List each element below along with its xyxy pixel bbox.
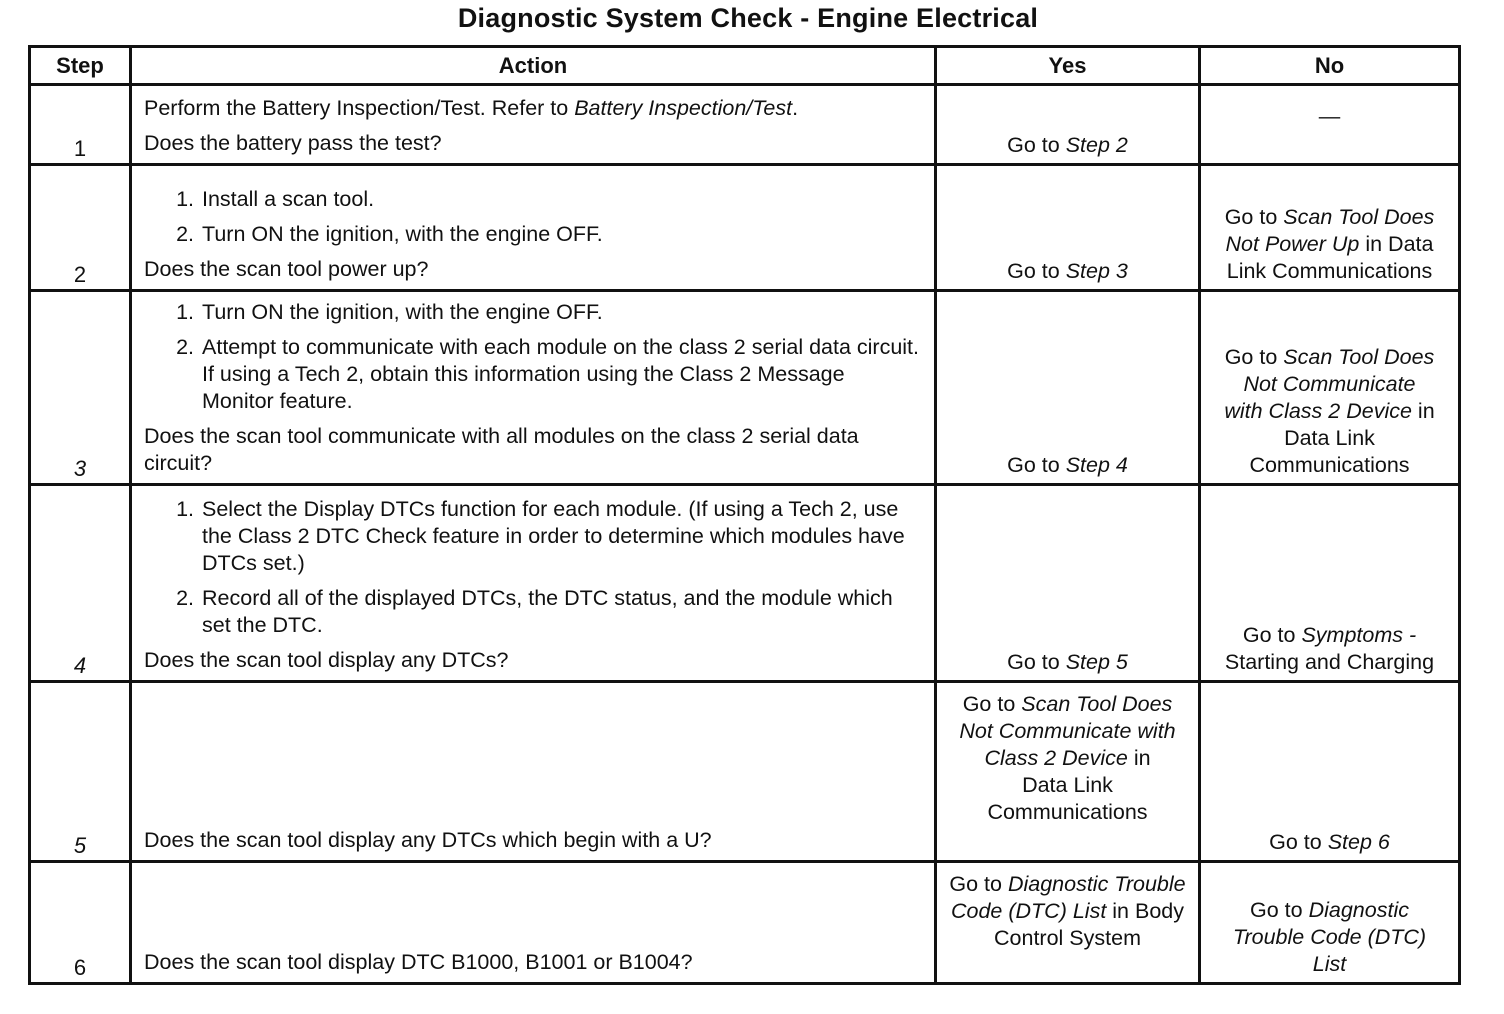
action-steps bbox=[144, 186, 922, 248]
yes-cell: Go to Diagnostic Trouble Code (DTC) List in Body Control System bbox=[936, 862, 1200, 984]
no-reference: Diagnostic Trouble Code (DTC) List bbox=[1232, 898, 1427, 976]
page-title: Diagnostic System Check - Engine Electrical bbox=[457, 3, 1039, 33]
header-action: Action bbox=[131, 47, 936, 85]
action-reference: Battery Inspection/Test bbox=[574, 96, 793, 120]
no-dash: — bbox=[1318, 104, 1341, 128]
step-number: 5 bbox=[30, 682, 131, 862]
action-cell bbox=[131, 485, 936, 682]
table-row-step-3 bbox=[30, 291, 1460, 485]
action-steps bbox=[144, 496, 922, 639]
step-number: 1 bbox=[30, 85, 131, 165]
action-cell bbox=[131, 291, 936, 485]
yes-reference: Step 2 bbox=[1065, 133, 1128, 157]
no-cell: Go to Step 6 bbox=[1200, 682, 1460, 862]
action-step-item: 1. Select the Display DTCs function for each module. (If using a Tech 2, use the Class 2 DTC Check feature in order to determine which modules have DTCs set.) bbox=[200, 496, 922, 577]
step-number: 2 bbox=[30, 165, 131, 291]
action-question: Does the scan tool display any DTCs? bbox=[144, 648, 509, 672]
yes-cell: Go to Step 3 bbox=[936, 165, 1200, 291]
action-question: Does the scan tool display any DTCs which begin with a U? bbox=[144, 828, 712, 852]
step-number: 6 bbox=[30, 862, 131, 984]
action-text: Perform the Battery Inspection/Test. Refer to Battery Inspection/Test. bbox=[144, 96, 799, 120]
no-reference: Symptoms - bbox=[1301, 623, 1417, 647]
no-cell bbox=[1200, 85, 1460, 165]
yes-reference: Step 3 bbox=[1065, 259, 1128, 283]
diagnostic-table bbox=[28, 45, 1461, 985]
no-reference: Step 6 bbox=[1327, 830, 1390, 854]
action-question: Does the scan tool communicate with all modules on the class 2 serial data circuit? bbox=[144, 424, 859, 475]
no-cell: Go to Scan Tool Does Not Power Up in Data Link Communications bbox=[1200, 165, 1460, 291]
header-yes: Yes bbox=[936, 47, 1200, 85]
action-cell bbox=[131, 85, 936, 165]
action-steps bbox=[144, 299, 922, 415]
action-step-item: 1. Turn ON the ignition, with the engine OFF. bbox=[200, 299, 922, 326]
table-row-step-4 bbox=[30, 485, 1460, 682]
no-reference: Scan Tool Does Not Communicate with Class 2 Device bbox=[1224, 345, 1435, 423]
no-cell: Go to Scan Tool Does Not Communicate with Class 2 Device in Data Link Communications bbox=[1200, 291, 1460, 485]
action-cell bbox=[131, 165, 936, 291]
yes-reference: Step 5 bbox=[1065, 650, 1128, 674]
action-cell bbox=[131, 862, 936, 984]
no-reference: Scan Tool Does Not Power Up bbox=[1225, 205, 1435, 256]
action-step-item: 1. Install a scan tool. bbox=[200, 186, 922, 213]
action-cell bbox=[131, 682, 936, 862]
yes-reference: Scan Tool Does Not Communicate with Class 2 Device bbox=[959, 692, 1176, 770]
yes-cell: Go to Step 4 bbox=[936, 291, 1200, 485]
action-step-item: 2. Turn ON the ignition, with the engine OFF. bbox=[200, 221, 922, 248]
table-row-step-6 bbox=[30, 862, 1460, 984]
table-row-step-5 bbox=[30, 682, 1460, 862]
action-step-item: 2. Attempt to communicate with each module on the class 2 serial data circuit. If using a Tech 2, obtain this information using the Class 2 Message Monitor feature. bbox=[200, 334, 922, 415]
step-number: 3 bbox=[30, 291, 131, 485]
yes-cell: Go to Scan Tool Does Not Communicate with Class 2 Device in Data Link Communications bbox=[936, 682, 1200, 862]
table-row-step-2 bbox=[30, 165, 1460, 291]
yes-cell: Go to Step 2 bbox=[936, 85, 1200, 165]
header-step: Step bbox=[30, 47, 131, 85]
table-row-step-1 bbox=[30, 85, 1460, 165]
yes-reference: Diagnostic Trouble Code (DTC) List bbox=[950, 872, 1186, 923]
step-number: 4 bbox=[30, 485, 131, 682]
no-cell: Go to Symptoms - Starting and Charging bbox=[1200, 485, 1460, 682]
header-no: No bbox=[1200, 47, 1460, 85]
yes-reference: Step 4 bbox=[1065, 453, 1128, 477]
action-question: Does the scan tool display DTC B1000, B1001 or B1004? bbox=[144, 950, 693, 974]
action-step-item: 2. Record all of the displayed DTCs, the DTC status, and the module which set the DTC. bbox=[200, 585, 922, 639]
action-question: Does the scan tool power up? bbox=[144, 257, 429, 281]
no-cell: Go to Diagnostic Trouble Code (DTC) List bbox=[1200, 862, 1460, 984]
action-question: Does the battery pass the test? bbox=[144, 131, 442, 155]
yes-cell: Go to Step 5 bbox=[936, 485, 1200, 682]
table-header-row bbox=[30, 47, 1460, 85]
